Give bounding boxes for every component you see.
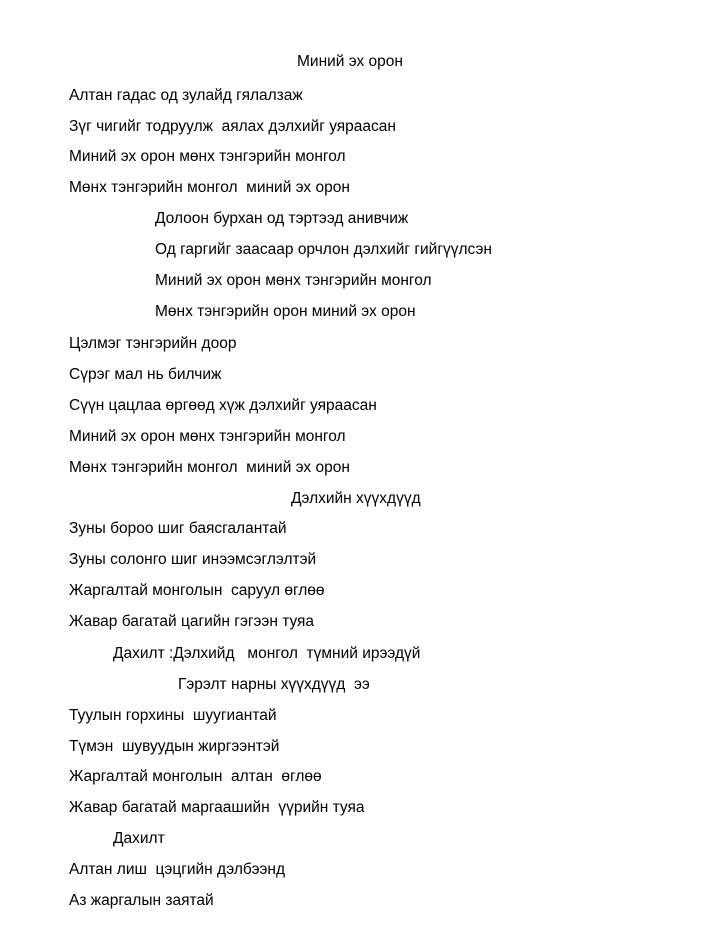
- chorus-label: Дахилт: [113, 830, 165, 847]
- text-line: Алтан лиш цэцгийн дэлбээнд: [69, 861, 286, 878]
- text-line: Түмэн шувуудын жиргээнтэй: [69, 738, 280, 755]
- chorus-line: Дахилт :Дэлхийд монгол түмний ирээдүй: [113, 645, 421, 662]
- text-line: Туулын горхины шуугиантай: [69, 707, 277, 724]
- text-line: Зуны солонго шиг инээмсэглэлтэй: [69, 551, 317, 568]
- text-line: Жаргалтай монголын алтан өглөө: [69, 768, 322, 785]
- text-line: Алтан гадас од зулайд гялалзаж: [69, 87, 303, 104]
- text-line: Жавар багатай цагийн гэгээн туяа: [69, 613, 315, 630]
- text-line: Жаргалтай монголын саруул өглөө: [69, 582, 325, 599]
- text-line-indented: Долоон бурхан од тэртээд анивчиж: [155, 210, 409, 227]
- text-line: Аз жаргалын заятай: [69, 892, 214, 909]
- text-line-indented: Мөнх тэнгэрийн орон миний эх орон: [155, 303, 416, 320]
- text-line: Сүрэг мал нь билчиж: [69, 366, 222, 383]
- text-line: Сүүн цацлаа өргөөд хүж дэлхийг уяраасан: [69, 397, 377, 414]
- chorus-line: Гэрэлт нарны хүүхдүүд ээ: [178, 676, 370, 693]
- document-title: Миний эх орон: [297, 53, 403, 70]
- text-line: Зуны бороо шиг баясгалантай: [69, 520, 287, 537]
- text-line: Зүг чигийг тодруулж аялах дэлхийг уяраасан: [69, 118, 396, 135]
- text-line: Миний эх орон мөнх тэнгэрийн монгол: [69, 148, 346, 165]
- text-line: Жавар багатай маргаашийн үүрийн туяа: [69, 799, 365, 816]
- text-line: Миний эх орон мөнх тэнгэрийн монгол: [69, 428, 346, 445]
- text-line-indented: Од гаргийг заасаар орчлон дэлхийг гийгүүлсэн: [155, 241, 492, 258]
- text-line: Мөнх тэнгэрийн монгол миний эх орон: [69, 459, 350, 476]
- text-line-indented: Миний эх орон мөнх тэнгэрийн монгол: [155, 272, 432, 289]
- text-line: Цэлмэг тэнгэрийн доор: [69, 335, 237, 352]
- section-heading: Дэлхийн хүүхдүүд: [291, 490, 421, 507]
- text-line: Мөнх тэнгэрийн монгол миний эх орон: [69, 179, 350, 196]
